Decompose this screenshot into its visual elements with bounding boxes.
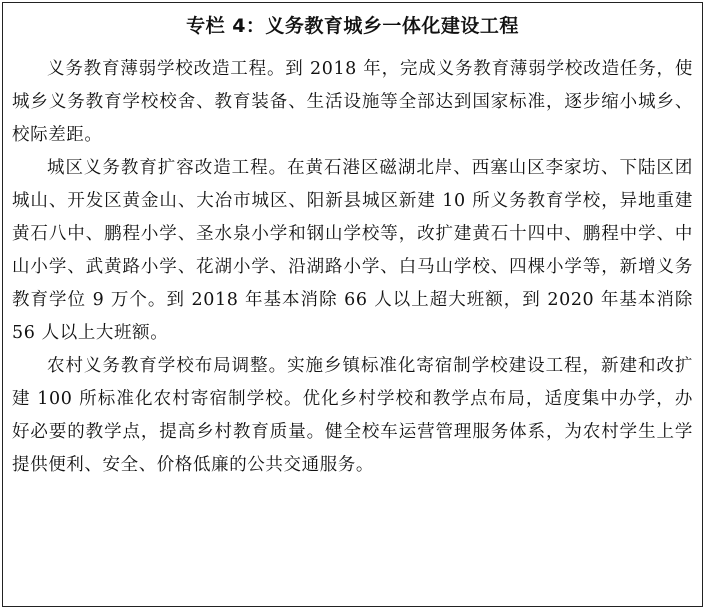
- column-body: [12, 53, 693, 482]
- paragraph-rural-layout: 农村义务教育学校布局调整。实施乡镇标准化寄宿制学校建设工程，新建和改扩建 100 所标准化农村寄宿制学校。优化乡村学校和教学点布局，适度集中办学，办好必要的教学点，提高乡村教育质量。健全校车运营管理服务体系，为农村学生上学提供便利、安全、价格低廉的公共交通服务。: [12, 356, 693, 475]
- column-title: 专栏 4：义务教育城乡一体化建设工程: [186, 15, 519, 37]
- paragraph-school-renovation: 义务教育薄弱学校改造工程。到 2018 年，完成义务教育薄弱学校改造任务，使城乡义务教育学校校舍、教育装备、生活设施等全部达到国家标准，逐步缩小城乡、校际差距。: [12, 59, 693, 145]
- paragraph-urban-expansion: 城区义务教育扩容改造工程。在黄石港区磁湖北岸、西塞山区李家坊、下陆区团城山、开发区黄金山、大冶市城区、阳新县城区新建 10 所义务教育学校，异地重建黄石八中、鹏程小学、圣水泉小学和钢山学校等，改扩建黄石十四中、鹏程中学、中山小学、武黄路小学、花湖小学、沿湖路小学、白马山学校、四棵小学等，新增义务教育学位 9 万个。到 2018 年基本消除 66 人以上超大班额，到 2020 年基本消除 56 人以上大班额。: [12, 158, 693, 343]
- column-box: [2, 2, 703, 607]
